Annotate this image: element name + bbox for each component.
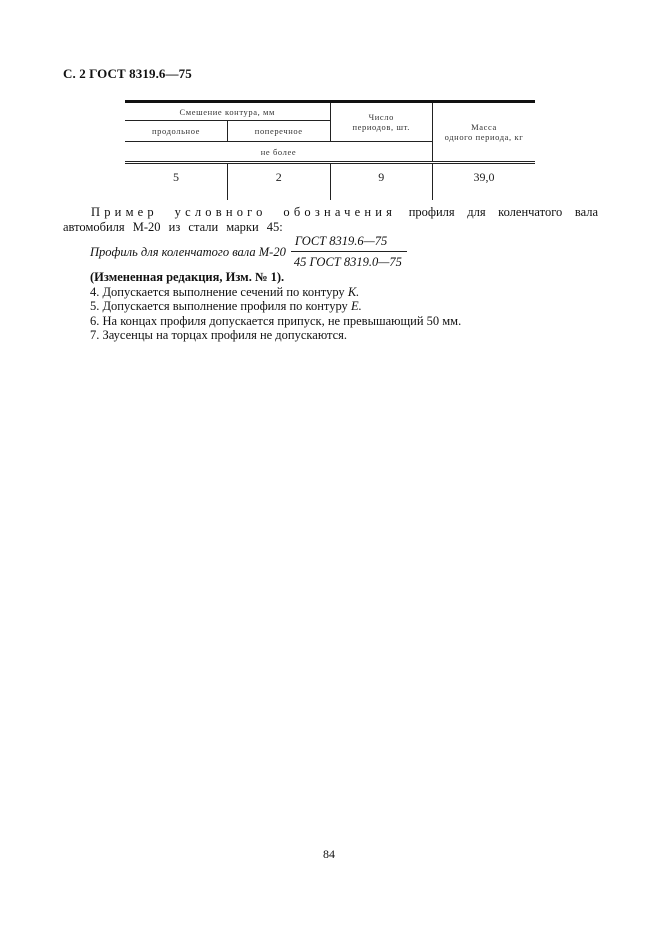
table-row [125, 163, 535, 201]
table-header-row [125, 102, 535, 121]
designation-formula [90, 234, 407, 270]
header-periods-line2: периодов, шт. [352, 122, 410, 132]
note-item-7: 7. Заусенцы на торцах профиля не допускаются. [90, 328, 348, 342]
formula-denominator: 45 ГОСТ 8319.0—75 [293, 255, 402, 269]
profile-parameters-table [125, 100, 535, 200]
header-transverse: поперечное [228, 121, 331, 142]
contour-ref-k: К. [347, 284, 360, 299]
header-mass-line2: одного периода, кг [444, 132, 524, 142]
header-periods-count [330, 102, 433, 142]
note-item-5: 5. Допускается выполнение профиля по контуру Е. [90, 299, 362, 313]
example-intro-spaced: Пример условного обозначения [91, 205, 397, 219]
formula-numerator: ГОСТ 8319.6—75 [291, 234, 407, 252]
revision-note: (Измененная редакция, Изм. № 1). [90, 270, 285, 284]
example-paragraph [63, 205, 598, 235]
cell-mass: 39,0 [433, 163, 536, 201]
note-item-4: 4. Допускается выполнение сечений по контуру К. [90, 284, 360, 299]
cell-periods: 9 [330, 163, 433, 201]
formula-prefix: Профиль для коленчатого вала М-20 [90, 244, 286, 259]
header-periods-line1: Число [368, 112, 394, 122]
cell-transverse: 2 [228, 163, 331, 201]
example-intro-rest: профиля для коленчатого вала автомобиля М-20 из стали марки 45: [63, 205, 599, 234]
header-period-mass [433, 102, 536, 163]
page-number: 84 [323, 847, 335, 861]
note-item-6: 6. На концах профиля допускается припуск, не превышающий 50 мм. [90, 313, 462, 328]
header-longitudinal: продольное [125, 121, 228, 142]
limit-note: не более [125, 142, 433, 163]
header-contour-offset: Смешение контура, мм [125, 102, 330, 121]
contour-ref-e: Е. [350, 299, 362, 313]
notes-list [90, 270, 461, 343]
formula-fraction [291, 234, 407, 270]
header-mass-line1: Масса [471, 122, 497, 132]
cell-longitudinal: 5 [125, 163, 228, 201]
page-header: С. 2 ГОСТ 8319.6—75 [63, 66, 192, 81]
